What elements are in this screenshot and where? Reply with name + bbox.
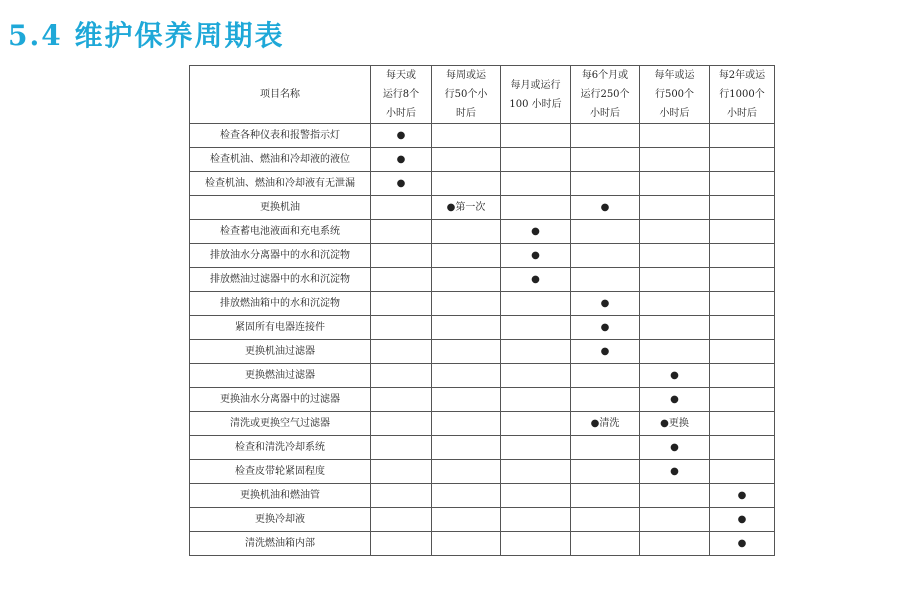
table-row (190, 196, 775, 220)
header-line: 100 小时后 (509, 98, 562, 110)
header-line: 每年或运 (654, 70, 695, 81)
schedule-mark (738, 508, 747, 531)
interval-cell (640, 508, 710, 532)
table-row (190, 340, 775, 364)
schedule-mark (670, 364, 679, 387)
interval-cell (371, 172, 432, 196)
schedule-mark (531, 268, 540, 291)
interval-cell (710, 316, 775, 340)
interval-cell (501, 532, 571, 556)
interval-cell (640, 412, 710, 436)
schedule-mark (601, 340, 610, 363)
interval-cell (432, 148, 501, 172)
interval-cell (501, 268, 571, 292)
item-name-cell: 检查机油、燃油和冷却液有无泄漏 (190, 172, 371, 196)
mark-note: 清洗 (599, 418, 620, 429)
bullet-dot-icon: ● (396, 154, 406, 165)
table-row (190, 124, 775, 148)
table-row (190, 172, 775, 196)
bullet-dot-icon: ● (531, 250, 540, 261)
header-line: 运行8个 (382, 89, 420, 100)
interval-cell (710, 172, 775, 196)
schedule-mark (447, 196, 486, 219)
item-name-cell: 更换油水分离器中的过滤器 (190, 388, 371, 412)
schedule-mark (670, 436, 679, 459)
interval-cell (432, 172, 501, 196)
item-name-cell: 排放燃油箱中的水和沉淀物 (190, 292, 371, 316)
interval-cell (501, 124, 571, 148)
interval-cell (640, 532, 710, 556)
mark-note: 第一次 (455, 202, 486, 213)
schedule-mark (738, 532, 747, 555)
schedule-mark (397, 148, 406, 171)
interval-cell (432, 508, 501, 532)
interval-cell (571, 364, 640, 388)
interval-cell (710, 460, 775, 484)
bullet-dot-icon: ● (590, 418, 600, 429)
interval-cell (371, 292, 432, 316)
schedule-mark (591, 412, 620, 435)
interval-cell (571, 340, 640, 364)
interval-cell (640, 196, 710, 220)
interval-cell (501, 292, 571, 316)
header-line: 运行250个 (580, 89, 630, 100)
header-line: 每2年或运 (718, 70, 766, 81)
interval-cell (501, 508, 571, 532)
interval-cell (501, 412, 571, 436)
interval-cell (371, 196, 432, 220)
interval-cell (432, 292, 501, 316)
interval-cell (640, 292, 710, 316)
interval-cell (640, 244, 710, 268)
bullet-dot-icon: ● (600, 298, 610, 309)
bullet-dot-icon: ● (737, 514, 747, 525)
interval-cell (571, 532, 640, 556)
interval-cell (501, 220, 571, 244)
interval-cell (640, 340, 710, 364)
header-line: 行1000个 (719, 89, 765, 100)
interval-cell (571, 460, 640, 484)
interval-cell (571, 196, 640, 220)
table-row (190, 532, 775, 556)
interval-cell (640, 124, 710, 148)
interval-cell (571, 124, 640, 148)
header-line: 每天或 (386, 70, 416, 81)
interval-cell (710, 292, 775, 316)
table-row (190, 268, 775, 292)
bullet-dot-icon: ● (396, 130, 406, 141)
interval-cell (432, 196, 501, 220)
interval-cell (710, 532, 775, 556)
interval-cell (571, 148, 640, 172)
interval-cell (640, 172, 710, 196)
interval-cell (432, 388, 501, 412)
item-name-cell: 排放油水分离器中的水和沉淀物 (190, 244, 371, 268)
interval-cell (501, 196, 571, 220)
interval-cell (371, 388, 432, 412)
interval-cell (432, 412, 501, 436)
header-line: 小时后 (386, 108, 416, 119)
header-item-name (190, 66, 371, 124)
interval-cell (571, 412, 640, 436)
interval-cell (710, 412, 775, 436)
schedule-mark (531, 220, 540, 243)
table-row (190, 364, 775, 388)
interval-cell (640, 316, 710, 340)
interval-cell (710, 196, 775, 220)
interval-cell (432, 316, 501, 340)
interval-cell (640, 388, 710, 412)
schedule-mark (670, 388, 679, 411)
item-name-cell: 更换燃油过滤器 (190, 364, 371, 388)
interval-cell (501, 484, 571, 508)
interval-cell (371, 532, 432, 556)
table-header-row (190, 66, 775, 124)
interval-cell (571, 484, 640, 508)
schedule-mark (738, 484, 747, 507)
header-line: 每6个月或 (581, 70, 629, 81)
interval-cell (640, 460, 710, 484)
table-row (190, 220, 775, 244)
table-row (190, 292, 775, 316)
bullet-dot-icon: ● (600, 322, 610, 333)
interval-cell (640, 268, 710, 292)
interval-cell (710, 148, 775, 172)
interval-cell (710, 244, 775, 268)
bullet-dot-icon: ● (670, 442, 679, 453)
item-name-cell: 清洗燃油箱内部 (190, 532, 371, 556)
maintenance-schedule-table (189, 65, 775, 556)
interval-cell (640, 364, 710, 388)
interval-cell (432, 484, 501, 508)
interval-cell (501, 148, 571, 172)
bullet-dot-icon: ● (531, 274, 540, 285)
table-row (190, 412, 775, 436)
interval-cell (432, 268, 501, 292)
header-interval-5 (640, 66, 710, 124)
interval-cell (371, 244, 432, 268)
interval-cell (710, 388, 775, 412)
interval-cell (710, 268, 775, 292)
header-interval-1 (371, 66, 432, 124)
item-name-cell: 检查蓄电池液面和充电系统 (190, 220, 371, 244)
table-row (190, 484, 775, 508)
item-name-cell: 检查皮带轮紧固程度 (190, 460, 371, 484)
interval-cell (501, 340, 571, 364)
schedule-mark (397, 172, 406, 195)
header-line: 每周或运 (446, 70, 486, 81)
header-line: 小时后 (590, 108, 620, 119)
page-title: 5.4 维护保养周期表 (8, 19, 285, 52)
item-name-cell: 更换机油和燃油管 (190, 484, 371, 508)
table-row (190, 316, 775, 340)
table-row (190, 148, 775, 172)
interval-cell (571, 220, 640, 244)
bullet-dot-icon: ● (446, 202, 456, 213)
header-line: 项目名称 (260, 89, 300, 100)
header-line: 小时后 (659, 108, 690, 119)
header-interval-4 (571, 66, 640, 124)
interval-cell (571, 172, 640, 196)
interval-cell (640, 436, 710, 460)
mark-note: 更换 (668, 418, 689, 429)
interval-cell (501, 388, 571, 412)
interval-cell (371, 124, 432, 148)
interval-cell (371, 148, 432, 172)
interval-cell (571, 436, 640, 460)
bullet-dot-icon: ● (531, 226, 540, 237)
bullet-dot-icon: ● (660, 418, 669, 429)
item-name-cell: 紧固所有电器连接件 (190, 316, 371, 340)
interval-cell (501, 436, 571, 460)
interval-cell (710, 436, 775, 460)
interval-cell (371, 412, 432, 436)
interval-cell (571, 388, 640, 412)
item-name-cell: 更换机油过滤器 (190, 340, 371, 364)
interval-cell (432, 340, 501, 364)
bullet-dot-icon: ● (737, 538, 747, 549)
table-row (190, 436, 775, 460)
schedule-mark (531, 244, 540, 267)
schedule-mark (670, 460, 679, 483)
interval-cell (432, 124, 501, 148)
interval-cell (571, 316, 640, 340)
interval-cell (432, 220, 501, 244)
schedule-mark (397, 124, 406, 147)
bullet-dot-icon: ● (670, 394, 679, 405)
bullet-dot-icon: ● (396, 178, 406, 189)
interval-cell (371, 268, 432, 292)
interval-cell (640, 220, 710, 244)
schedule-mark (601, 292, 610, 315)
interval-cell (371, 460, 432, 484)
interval-cell (710, 340, 775, 364)
interval-cell (501, 172, 571, 196)
interval-cell (432, 460, 501, 484)
header-interval-2 (432, 66, 501, 124)
header-line: 每月或运行 (510, 79, 561, 91)
table-row (190, 388, 775, 412)
interval-cell (640, 148, 710, 172)
table-row (190, 460, 775, 484)
interval-cell (501, 364, 571, 388)
interval-cell (432, 364, 501, 388)
header-line: 行500个 (654, 89, 695, 100)
interval-cell (710, 220, 775, 244)
header-line: 行50个小 (444, 89, 488, 100)
header-line: 小时后 (727, 108, 757, 119)
interval-cell (371, 220, 432, 244)
interval-cell (501, 244, 571, 268)
interval-cell (432, 244, 501, 268)
table-body (190, 124, 775, 556)
bullet-dot-icon: ● (670, 370, 679, 381)
header-interval-6 (710, 66, 775, 124)
interval-cell (371, 484, 432, 508)
bullet-dot-icon: ● (670, 466, 679, 477)
interval-cell (432, 532, 501, 556)
interval-cell (371, 364, 432, 388)
interval-cell (571, 292, 640, 316)
table-row (190, 508, 775, 532)
item-name-cell: 检查机油、燃油和冷却液的液位 (190, 148, 371, 172)
interval-cell (710, 484, 775, 508)
table-row (190, 244, 775, 268)
item-name-cell: 清洗或更换空气过滤器 (190, 412, 371, 436)
schedule-mark (660, 412, 689, 435)
interval-cell (710, 364, 775, 388)
interval-cell (571, 508, 640, 532)
interval-cell (710, 124, 775, 148)
interval-cell (501, 316, 571, 340)
schedule-mark (601, 196, 610, 219)
interval-cell (640, 484, 710, 508)
header-interval-3 (501, 66, 571, 124)
bullet-dot-icon: ● (737, 490, 747, 501)
item-name-cell: 检查各种仪表和报警指示灯 (190, 124, 371, 148)
interval-cell (371, 316, 432, 340)
schedule-mark (601, 316, 610, 339)
item-name-cell: 更换冷却液 (190, 508, 371, 532)
interval-cell (371, 508, 432, 532)
interval-cell (371, 436, 432, 460)
interval-cell (432, 436, 501, 460)
interval-cell (710, 508, 775, 532)
header-line: 时后 (456, 108, 476, 119)
interval-cell (571, 268, 640, 292)
item-name-cell: 检查和清洗冷却系统 (190, 436, 371, 460)
item-name-cell: 排放燃油过滤器中的水和沉淀物 (190, 268, 371, 292)
bullet-dot-icon: ● (600, 346, 610, 357)
bullet-dot-icon: ● (600, 202, 610, 213)
interval-cell (501, 460, 571, 484)
interval-cell (571, 244, 640, 268)
interval-cell (371, 340, 432, 364)
item-name-cell: 更换机油 (190, 196, 371, 220)
